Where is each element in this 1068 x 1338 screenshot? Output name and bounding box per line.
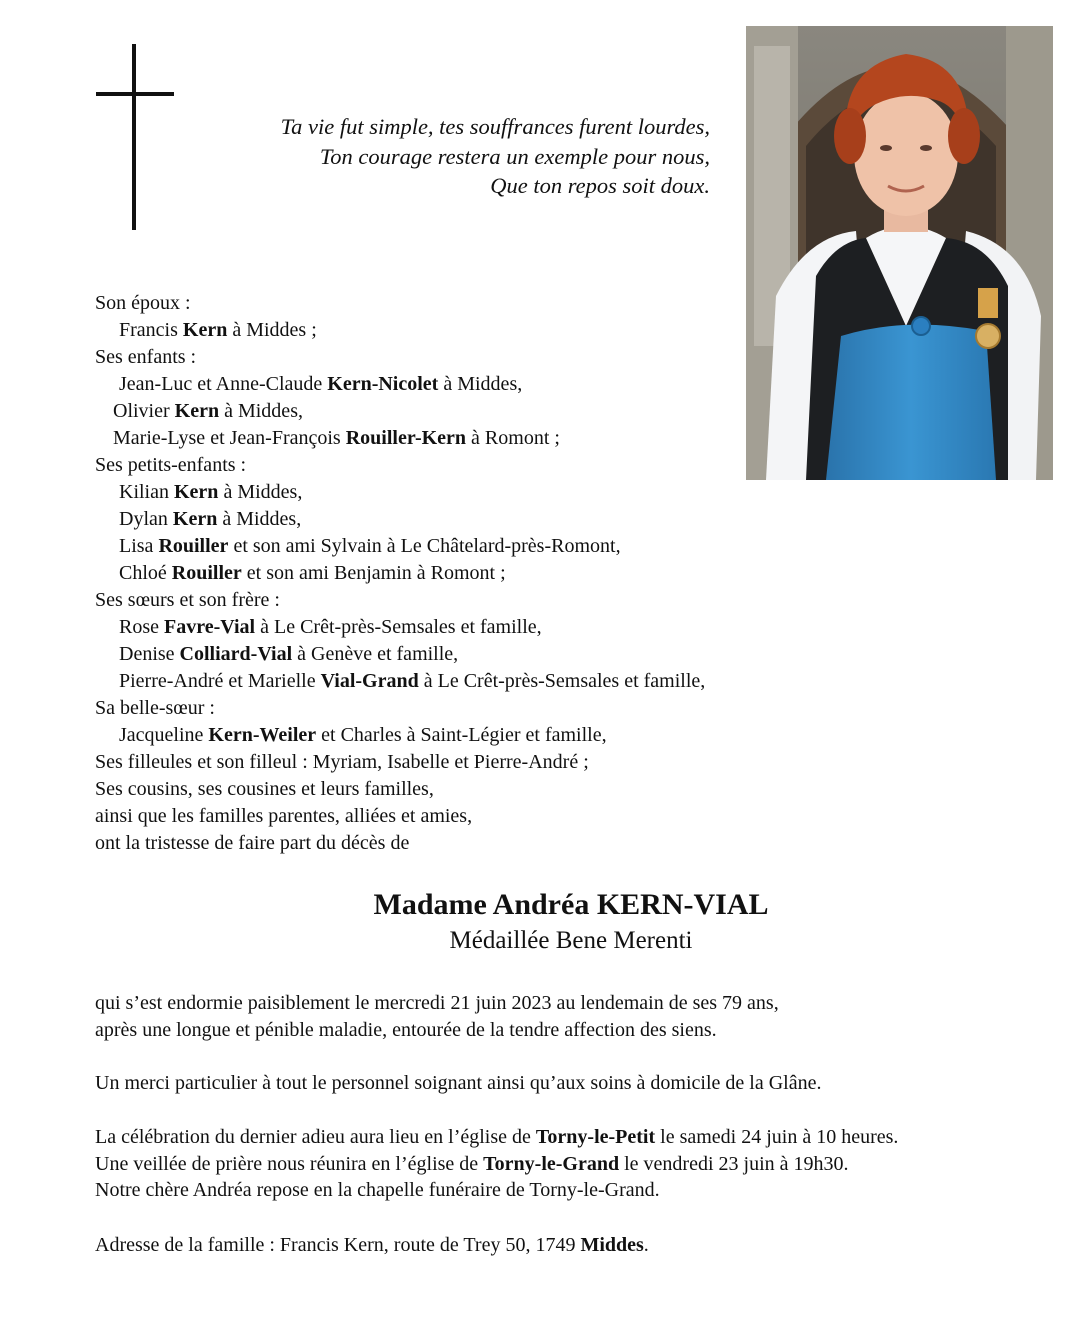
- ceremony: [95, 1124, 898, 1204]
- poem-line: Ton courage restera un exemple pour nous,: [319, 143, 710, 169]
- spouse-heading: Son époux :: [95, 292, 191, 314]
- deceased-distinction: Médaillée Bene Merenti: [449, 927, 693, 954]
- poem: [180, 112, 710, 201]
- thanks: [95, 1070, 821, 1097]
- cross-icon: [96, 44, 176, 230]
- list-item: Jean-Luc et Anne-Claude Kern-Nicolet à Middes,: [119, 373, 523, 395]
- list-item: Kilian Kern à Middes,: [119, 481, 303, 503]
- chapel-line: Notre chère Andréa repose en la chapelle funéraire de Torny-le-Grand.: [95, 1179, 660, 1201]
- address-line: Adresse de la famille : Francis Kern, route de Trey 50, 1749 Middes.: [95, 1234, 649, 1256]
- list-item: Dylan Kern à Middes,: [119, 508, 302, 530]
- portrait-photo: [746, 26, 1053, 480]
- list-item: Denise Colliard-Vial à Genève et famille,: [119, 643, 459, 665]
- announcement-line: après une longue et pénible maladie, entourée de la tendre affection des siens.: [95, 1018, 717, 1041]
- poem-line: Ta vie fut simple, tes souffrances furent lourdes,: [280, 114, 710, 139]
- vigil-line: Une veillée de prière nous réunira en l’église de Torny-le-Grand le vendredi 23 juin à 19h30.: [95, 1152, 849, 1175]
- list-item: Olivier Kern à Middes,: [113, 400, 303, 422]
- closing-line: Ses filleules et son filleul : Myriam, Isabelle et Pierre-André ;: [95, 751, 589, 773]
- closing-line: ont la tristesse de faire part du décès de: [95, 832, 410, 854]
- closing-line: Ses cousins, ses cousines et leurs familles,: [95, 778, 434, 800]
- deceased-name: Madame Andréa KERN-VIAL: [373, 888, 769, 921]
- announcement-line: qui s’est endormie paisiblement le mercredi 21 juin 2023 au lendemain de ses 79 ans,: [95, 992, 779, 1014]
- ceremony-line: La célébration du dernier adieu aura lieu en l’église de Torny-le-Petit le samedi 24 juin à 10 heures.: [95, 1126, 899, 1148]
- list-item: Marie-Lyse et Jean-François Rouiller-Kern à Romont ;: [113, 427, 560, 449]
- announcement: [95, 990, 779, 1043]
- siblings-heading: Ses sœurs et son frère :: [95, 589, 280, 611]
- children-heading: Ses enfants :: [95, 346, 197, 368]
- list-item: Pierre-André et Marielle Vial-Grand à Le Crêt-près-Semsales et famille,: [119, 670, 706, 692]
- list-item: Rose Favre-Vial à Le Crêt-près-Semsales et famille,: [119, 616, 542, 638]
- list-item: Chloé Rouiller et son ami Benjamin à Romont ;: [119, 562, 506, 584]
- list-item: Francis Kern à Middes ;: [119, 319, 317, 341]
- list-item: Lisa Rouiller et son ami Sylvain à Le Châtelard-près-Romont,: [119, 535, 621, 557]
- grandchildren-heading: Ses petits-enfants :: [95, 454, 247, 476]
- sisterinlaw-heading: Sa belle-sœur :: [95, 697, 215, 719]
- thanks-line: Un merci particulier à tout le personnel soignant ainsi qu’aux soins à domicile de la Glâne.: [95, 1072, 822, 1094]
- list-item: Jacqueline Kern-Weiler et Charles à Saint-Légier et famille,: [119, 724, 607, 746]
- family-address: [95, 1232, 649, 1259]
- closing-line: ainsi que les familles parentes, alliées et amies,: [95, 805, 473, 827]
- family-list: [95, 290, 705, 857]
- poem-line: Que ton repos soit doux.: [490, 173, 710, 198]
